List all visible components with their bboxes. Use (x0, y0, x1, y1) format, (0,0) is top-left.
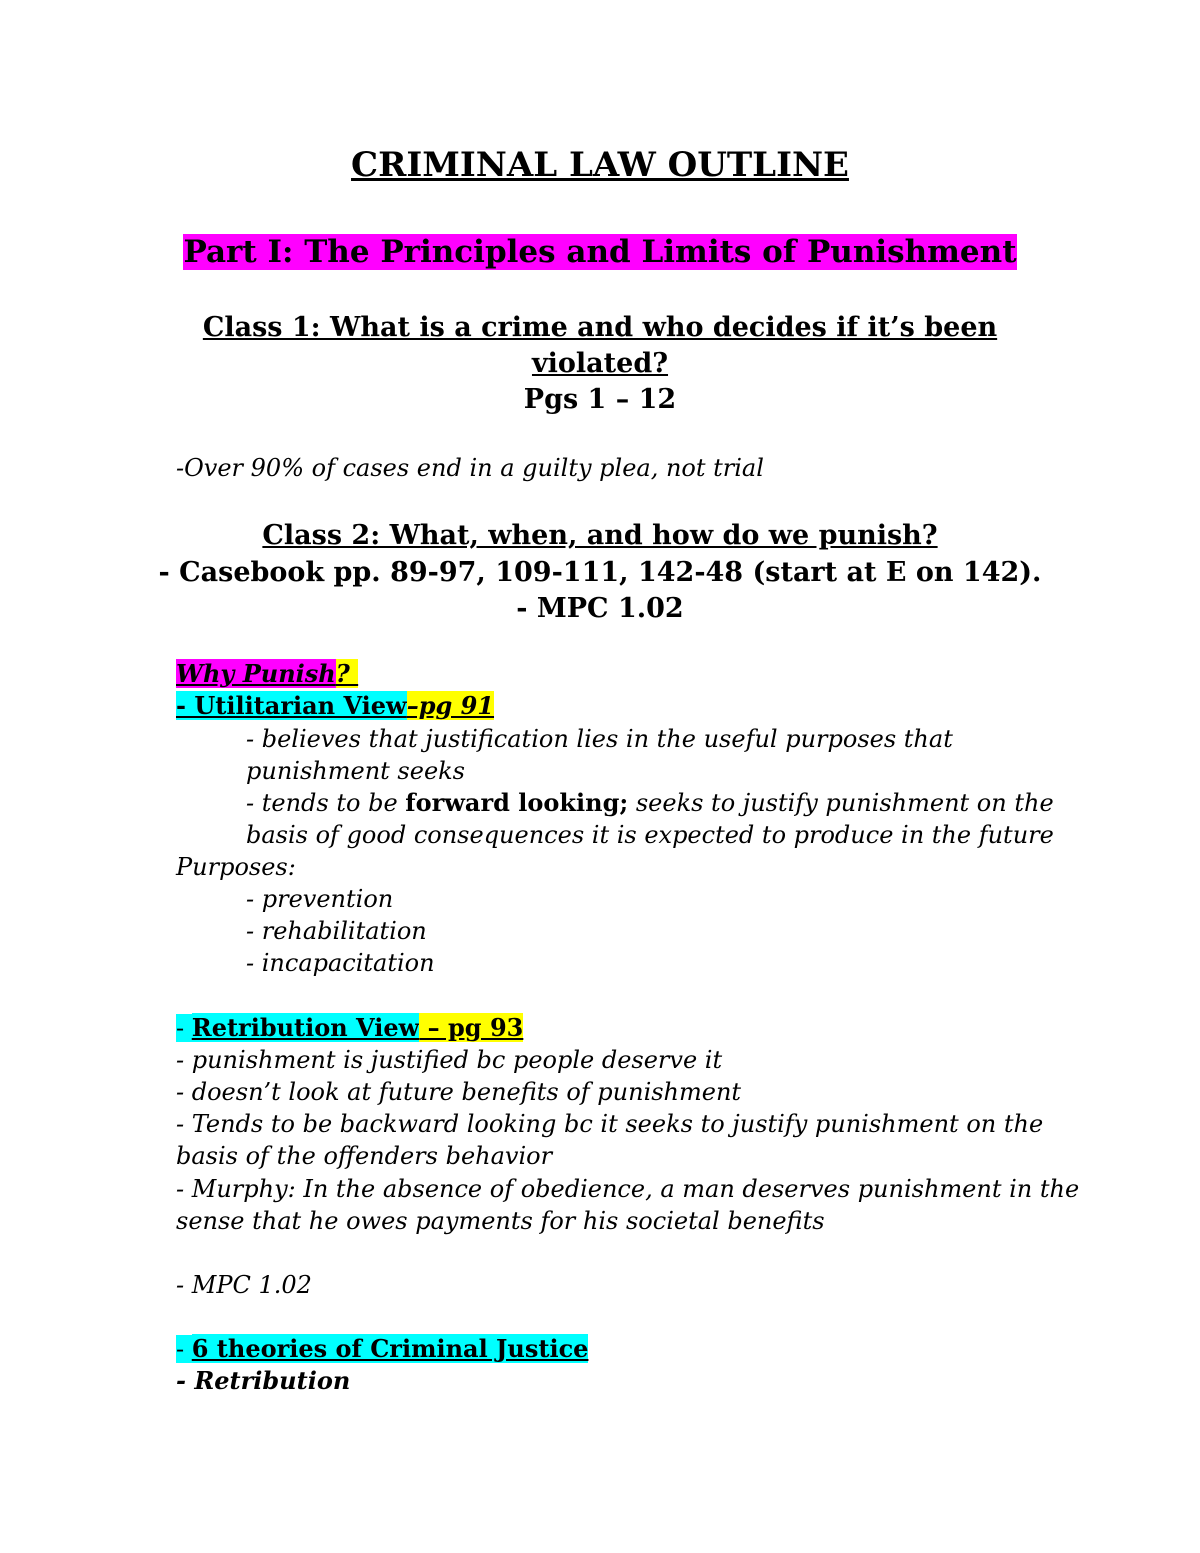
class2-reading-casebook: - Casebook pp. 89-97, 109-111, 142-48 (start at E on 142). (158, 557, 1042, 588)
retribution-bullet: - doesn’t look at future benefits of punishment (176, 1078, 742, 1106)
utilitarian-bullet-2 (246, 787, 1054, 819)
why-punish-heading (176, 658, 358, 690)
purpose-item: - rehabilitation (246, 917, 427, 945)
utilitarian-bullet-1: - believes that justification lies in the useful purposes that (246, 725, 953, 753)
retribution-dash: - (176, 1014, 192, 1042)
retribution-bullet: - punishment is justified bc people deserve it (176, 1046, 723, 1074)
utilitarian-bullet-1-cont: punishment seeks (246, 757, 465, 785)
theories-heading (176, 1333, 588, 1365)
why-punish-mark: ? (335, 659, 359, 688)
theories-dash: - (176, 1335, 192, 1363)
utilitarian-bullet-2-post: seeks to justify punishment on the (628, 789, 1054, 817)
retribution-label: Retribution View (191, 1013, 420, 1042)
purpose-item: - prevention (246, 885, 394, 913)
purpose-item: - incapacitation (246, 949, 435, 977)
class1-heading-line2: violated? (531, 348, 669, 379)
utilitarian-bullet-2-pre: - tends to be (246, 789, 406, 817)
retribution-bullet: - Murphy: In the absence of obedience, a man deserves punishment in the (176, 1175, 1080, 1203)
part-heading (0, 232, 1200, 272)
retribution-bullet: - Tends to be backward looking bc it seeks to justify punishment on the (176, 1110, 1044, 1138)
retribution-heading (176, 1012, 523, 1044)
utilitarian-page: –pg 91 (406, 691, 495, 720)
purposes-label: Purposes: (176, 853, 296, 881)
retribution-bullet-cont: sense that he owes payments for his societal benefits (176, 1207, 825, 1235)
class2-reading-mpc: - MPC 1.02 (516, 593, 684, 624)
utilitarian-label: - Utilitarian View (176, 691, 407, 720)
utilitarian-bullet-2-cont: basis of good consequences it is expected to produce in the future (246, 821, 1054, 849)
why-punish-label: Why Punish (176, 659, 336, 688)
utilitarian-heading (176, 690, 494, 722)
retribution-bullet-cont: basis of the offenders behavior (176, 1142, 553, 1170)
part-heading-text: Part I: The Principles and Limits of Punishment (183, 234, 1017, 270)
forward-looking-term: forward looking; (405, 788, 629, 817)
class2-heading: Class 2: What, when, and how do we punish? (262, 520, 938, 551)
retribution-page: – pg 93 (419, 1013, 524, 1042)
theory-item: - Retribution (176, 1366, 351, 1395)
class1-heading-line1: Class 1: What is a crime and who decides if it’s been (202, 312, 998, 343)
theories-label: 6 theories of Criminal Justice (191, 1334, 589, 1363)
class1-pages: Pgs 1 – 12 (523, 384, 677, 415)
document-title: CRIMINAL LAW OUTLINE (351, 145, 849, 185)
class1-note: -Over 90% of cases end in a guilty plea, not trial (176, 454, 764, 482)
retribution-mpc: - MPC 1.02 (176, 1271, 312, 1299)
